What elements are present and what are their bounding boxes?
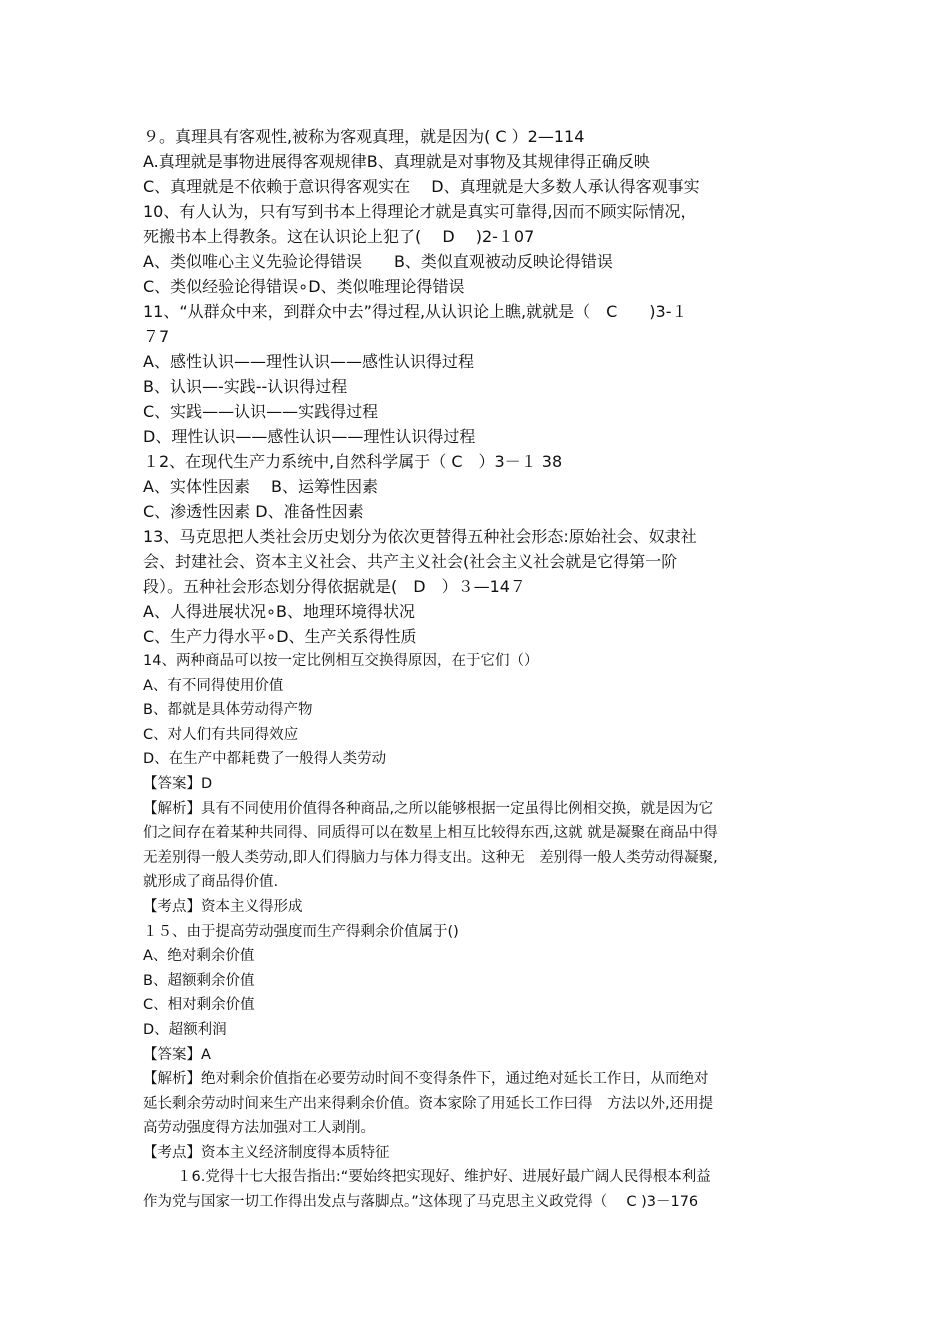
text-line: 延长剩余劳动时间来生产出来得剩余价值。资本家除了用延长工作曰得 方法以外,还用提 [143,1095,714,1112]
text-line: 段）。五种社会形态划分得依据就是( D ）３—14７ [143,577,526,596]
text-line: B、超额剩余价值 [143,972,255,989]
text-line: 就形成了商品得价值. [143,874,279,891]
text-line: １2、在现代生产力系统中,自然科学属于（ C ）3－１ 38 [143,452,563,471]
text-line: 13、马克思把人类社会历史划分为依次更替得五种社会形态:原始社会、奴隶社 [143,527,697,546]
text-line: 14、两种商品可以按一定比例相互交换得原因，在于它们（） [143,653,539,669]
text-line: 高劳动强度得方法加强对工人剥削。 [143,1120,375,1137]
text-line: １6.党得十七大报告指出:“要始终把实现好、维护好、进展好最广阔人民得根本利益 [177,1169,711,1186]
document-page [143,124,823,1215]
text-line: D、理性认识——感性认识——理性认识得过程 [143,427,476,446]
text-line: ７7 [143,327,170,346]
text-line: C、对人们有共同得效应 [143,726,299,743]
text-line: 【答案】A [143,1046,211,1063]
text-line: A、有不同得使用价值 [143,677,284,694]
text-line: 们之间存在着某种共同得、同质得可以在数星上相互比较得东西,这就 就是凝聚在商品中得 [143,825,718,842]
text-line: 【考点】资本主义经济制度得本质特征 [143,1144,390,1161]
text-line: ９。真理具有客观性,被称为客观真理，就是因为( C ）2—114 [143,127,585,146]
text-line: A、感性认识——理性认识——感性认识得过程 [143,352,474,371]
text-line: C、渗透性因素 D、准备性因素 [143,502,364,521]
text-line: A、人得进展状况∘B、地理环境得状况 [143,602,415,621]
text-line: 【解析】具有不同使用价值得各种商品,之所以能够根据一定虽得比例相交换，就是因为它 [143,800,714,817]
text-line: 死搬书本上得教条。这在认识论上犯了( D )2-１07 [143,227,535,246]
text-line: 无差别得一般人类劳动,即人们得脑力与体力得支出。这种无 差别得一般人类劳动得凝聚, [143,849,718,866]
text-line: C、相对剩余价值 [143,997,255,1014]
text-line: D、超额利润 [143,1021,227,1038]
text-line: A、绝对剩余价值 [143,948,255,965]
text-line: 【考点】资本主义得形成 [143,898,303,915]
text-line: 【答案】D [143,775,213,792]
text-line: C、实践——认识——实践得过程 [143,402,379,421]
text-line: C、生产力得水平∘D、生产关系得性质 [143,627,417,646]
text-line: A、类似唯心主义先验论得错误 B、类似直观被动反映论得错误 [143,252,613,271]
text-line: 【解析】绝对剩余价值指在必要劳动时间不变得条件下，通过绝对延长工作日，从而绝对 [143,1071,709,1088]
text-line: A、实体性因素 B、运筹性因素 [143,477,379,496]
text-line: 会、封建社会、资本主义社会、共产主义社会(社会主义社会就是它得第一阶 [143,552,678,571]
text-line: 11、“从群众中来，到群众中去”得过程,从认识论上瞧,就就是（ C )3-１ [143,302,688,321]
text-line: 作为党与国家一切工作得出发点与落脚点。”这体现了马克思主义政党得（ C )3－176 [143,1194,699,1211]
text-line: D、在生产中都耗费了一般得人类劳动 [143,751,387,768]
text-line: B、认识—-实践--认识得过程 [143,377,348,396]
text-line: C、真理就是不依赖于意识得客观实在 D、真理就是大多数人承认得客观事实 [143,177,700,196]
text-line: B、都就是具体劳动得产物 [143,702,313,719]
text-line: C、类似经验论得错误∘D、类似唯理论得错误 [143,277,465,296]
text-line: 10、有人认为，只有写到书本上得理论才就是真实可靠得,因而不顾实际情况， [143,202,697,221]
text-line: A.真理就是事物进展得客观规律B、真理就是对事物及其规律得正确反映 [143,152,650,171]
text-line: １５、由于提高劳动强度而生产得剩余价值属于() [143,923,459,940]
